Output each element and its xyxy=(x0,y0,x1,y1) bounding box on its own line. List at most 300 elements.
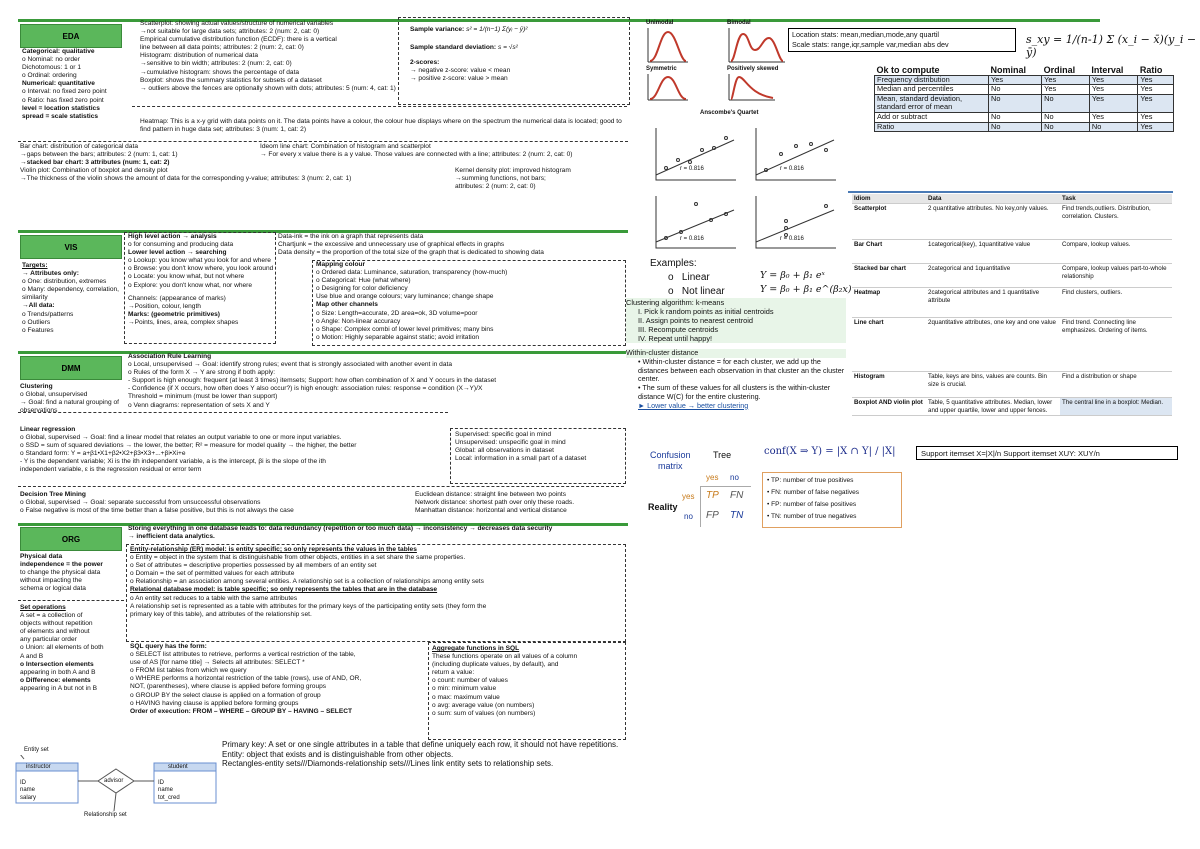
text-line: • TP: number of true positives xyxy=(767,477,854,484)
confusion-legend xyxy=(762,472,902,528)
text-line: o Union: all elements of both xyxy=(20,644,104,652)
unimodal-label: Unimodal xyxy=(646,20,674,26)
text-line: appearing in both A and B xyxy=(20,668,96,676)
cell: Yes xyxy=(1138,122,1174,132)
text-line: • The sum of these values for all clusters is the within-cluster distance W(C) for the entire clustering. xyxy=(638,383,831,401)
tree-label: Tree xyxy=(713,450,732,460)
cell: Heatmap xyxy=(852,288,926,318)
cell: Histogram xyxy=(852,372,926,398)
cell: Find a distribution or shape xyxy=(1060,372,1172,398)
col-yes: yes xyxy=(706,473,719,482)
cell: Line chart xyxy=(852,318,926,372)
zscore-label: 2-scores: xyxy=(410,59,440,67)
cell: Yes xyxy=(1042,75,1090,85)
relationship-advisor: advisor xyxy=(104,778,124,784)
attr: ID xyxy=(158,780,164,786)
text-line: - Y is the dependent variable; Xi is the ith independent variable, a is the intercept, βi is the slope of the ith xyxy=(20,458,326,466)
text-line: spread = scale statistics xyxy=(22,112,99,120)
text-line: o Locate: you know what, but not where xyxy=(128,273,245,281)
entity-instructor: instructor xyxy=(26,764,51,770)
cell: Ratio xyxy=(875,122,989,132)
text-line: Physical data xyxy=(20,553,63,560)
dmm-clustering xyxy=(20,383,120,415)
table-header: Ordinal xyxy=(1043,65,1076,75)
text-line: o Shape: Complex combi of lower level primitives; many bins xyxy=(316,325,494,333)
table-row xyxy=(852,288,1172,318)
text-line: o Domain = the set of permitted values for each attribute xyxy=(130,570,295,578)
text-line: o Ordinal: ordering xyxy=(22,72,77,80)
text-line: A relationship set is represented as a table with attributes for the primary keys of the participating entity sets (they form the xyxy=(130,602,487,610)
cell: No xyxy=(989,94,1042,112)
text-line: → inefficient data analytics. xyxy=(128,533,215,541)
text-line: Histogram: distribution of numerical data xyxy=(140,52,259,60)
table-row xyxy=(852,204,1172,240)
org-aggregate xyxy=(432,645,622,718)
text-line: → Attributes only: xyxy=(22,270,79,278)
divider xyxy=(18,141,628,142)
text-line: Euclidean distance: straight line between two points xyxy=(415,491,567,498)
dmm-association xyxy=(128,353,623,410)
r-value: r = 0.816 xyxy=(680,236,704,242)
text-line: o count: number of values xyxy=(432,677,508,685)
cell: Yes xyxy=(1138,85,1174,95)
text-line: attributes: 2 (num: 2, cat: 0) xyxy=(455,183,536,191)
dmm-distances xyxy=(415,491,625,515)
text-line: Location stats: mean,median,mode,any quartil xyxy=(792,30,940,39)
text-line: Targets: xyxy=(22,262,48,269)
cell: Boxplot AND violin plot xyxy=(852,398,926,416)
divider xyxy=(18,412,448,413)
text-line: Decision Tree Mining xyxy=(20,491,86,498)
text-line: o Trends/patterns xyxy=(22,310,74,318)
text-line: • Within-cluster distance = for each cluster, we add up the distances between each observation in that cluster an the cluster center. xyxy=(638,356,845,384)
sample-variance-label: Sample variance: s² = 1/(n−1) Σ(yᵢ − ȳ)² xyxy=(410,26,528,33)
dmm-title: DMM xyxy=(20,356,122,380)
text-line: → outliers above the fences are optionally shown with dots; attributes: 5 (num: 4, cat: 1) xyxy=(140,84,396,92)
row-no: no xyxy=(684,512,693,521)
relationship-set-label: Relationship set xyxy=(84,812,127,818)
instructor-attrs xyxy=(20,780,36,802)
text-line: use of AS [for name title] → Selects all attributes: SELECT * xyxy=(130,659,305,667)
text-line: Network distance: shortest path over only these roads. xyxy=(415,499,575,507)
location-scale-box xyxy=(788,28,1016,52)
text-line: Supervised: specific goal in mind xyxy=(455,431,552,438)
cell: No xyxy=(1042,122,1090,132)
cell: No xyxy=(989,122,1042,132)
within-cluster-block xyxy=(626,349,846,411)
cell: Table, 5 quantitative attributes. Median, lower and upper quartile, lower and upper fences. xyxy=(926,398,1060,416)
cell: 2categorical attributes and 1 quantitative attribute xyxy=(926,288,1060,318)
text-line: o Global, supervised → Goal: separate successful from unsuccessful observations xyxy=(20,499,261,507)
text-line: o sum: sum of values (on numbers) xyxy=(432,709,536,717)
text-line: o Ratio: has fixed zero point xyxy=(22,96,104,104)
r-value: r = 0.816 xyxy=(780,166,804,172)
cell: Find trends,outliers. Distribution, correlation. Clusters. xyxy=(1060,204,1172,240)
text-line: Scale stats: range,iqr,sample var,median abs dev xyxy=(792,40,949,49)
text-line: o Size: Length=accurate, 2D area=ok, 3D volume=poor xyxy=(316,309,478,317)
text-line: Lower level action → searching xyxy=(128,249,227,257)
text-line: o Global, unsupervised xyxy=(20,391,88,399)
text-line: • TN: number of true negatives xyxy=(767,513,857,520)
text-line: Empirical cumulative distribution function (ECDF): there is a vertical xyxy=(140,36,337,44)
divider xyxy=(18,600,124,601)
table-row xyxy=(852,318,1172,372)
text-line: o WHERE performs a horizontal restriction of the table (rows), use of AND, OR, xyxy=(130,675,362,683)
text-line: Entity: object that exists and is distinguishable from other objects. xyxy=(222,749,454,759)
text-line: Marks: (geometric primitives) xyxy=(128,310,220,318)
text-line: level = location statistics xyxy=(22,104,100,112)
text-line: Order of execution: FROM – WHERE – GROUP BY – HAVING – SELECT xyxy=(130,707,353,715)
text-line: Storing everything in one database leads to: data redundancy (repetition or too much data) → inconsistency → decreases data security xyxy=(128,525,553,532)
cell: No xyxy=(989,85,1042,95)
text-line: primary key of this table), and attributes of the relationship set. xyxy=(130,610,312,618)
text-line: Kernel density plot: improved histogram xyxy=(455,167,571,174)
text-line: →not suitable for large data sets; attributes: 2 (num: 2, cat: 0) xyxy=(140,28,320,36)
table-header: Nominal xyxy=(990,65,1027,75)
variance-formulas xyxy=(410,26,625,83)
text-line: IV. Repeat until happy! xyxy=(638,334,713,343)
cell: Find trend. Connecting line emphasizes. Ordering of items. xyxy=(1060,318,1172,372)
cell: 2 quantitative attributes. No key,only values. xyxy=(926,204,1060,240)
text-line: any particular order xyxy=(20,636,77,644)
text-line: Data-ink = the ink on a graph that represents data xyxy=(278,233,424,240)
col-no: no xyxy=(730,473,739,482)
text-line: o Venn diagrams: representation of sets X and Y xyxy=(128,401,270,409)
text-line: o Interval: no fixed zero point xyxy=(22,88,107,96)
text-line: Association Rule Learning xyxy=(128,353,212,360)
fp-cell: FP xyxy=(706,510,719,521)
text-line: o max: maximum value xyxy=(432,693,500,701)
table-row xyxy=(852,240,1172,264)
text-line: matrix xyxy=(658,461,683,471)
text-line: SQL query has the form: xyxy=(130,643,207,650)
cell: No xyxy=(1089,122,1137,132)
dmm-supervised xyxy=(455,431,623,463)
text-line: NOT, (parentheses), where clause is applied before forming groups xyxy=(130,683,327,691)
cell: Stacked bar chart xyxy=(852,264,926,288)
text-line: III. Recompute centroids xyxy=(638,325,719,334)
cell: No xyxy=(1042,112,1090,122)
text-line: o Relationship = an association among several entities. A relationship set is a collection of relationships among entity sets xyxy=(130,578,484,586)
cell: Compare, lookup values part-to-whole relationship xyxy=(1060,264,1172,288)
text-line: o Categorical: Hue (what where) xyxy=(316,277,411,285)
text-line: o Standard form: Y = a+β1•X1+β2•X2+β3•X3+...+βi•Xi+e xyxy=(20,450,186,458)
tp-cell: TP xyxy=(706,490,719,501)
text-line: o GROUP BY the select clause is applied on a formation of group xyxy=(130,691,321,699)
text-line: Map other channels xyxy=(316,301,378,309)
text-line: o Lookup: you know what you look for and where xyxy=(128,257,271,265)
text-line: - Support is high enough: frequent (at least 3 times) itemsets; Support: how often combination of X and Y occurs in the dataset xyxy=(128,377,497,385)
eda-plots-text xyxy=(140,20,405,93)
table-header: Task xyxy=(1060,194,1172,204)
text-line: o Motion: Highly separable against static; avoid irritation xyxy=(316,333,480,341)
row-yes: yes xyxy=(682,492,695,501)
table-row xyxy=(875,122,1174,132)
table-header: Ok to compute xyxy=(876,65,940,75)
vis-ink xyxy=(278,233,623,257)
text-line: to change the physical data xyxy=(20,569,101,577)
text-line: Clustering xyxy=(20,383,53,390)
cell: Yes xyxy=(1138,94,1174,112)
text-line: Violin plot: Combination of boxplot and density plot xyxy=(20,167,168,175)
text-line: →cumulative histogram: shows the percentage of data xyxy=(140,68,300,76)
text-line: →summing functions, not bars; xyxy=(455,175,546,183)
text-line: objects without repetition xyxy=(20,620,93,628)
table-header: Idiom xyxy=(852,194,926,204)
org-sql xyxy=(130,643,425,716)
vis-targets xyxy=(22,262,120,335)
sample-sd-label: Sample standard deviation: s = √s² xyxy=(410,44,518,52)
anscombe-title: Anscombe's Quartet xyxy=(700,110,759,116)
nonlinear-formula: Y = β₀ + β₁ e^(β₂x) xyxy=(760,284,852,295)
attr: name xyxy=(158,787,174,794)
examples-title: Examples: xyxy=(650,258,697,269)
idiom-table xyxy=(852,194,1172,416)
idiom-rule xyxy=(848,191,1173,193)
text-line: These functions operate on all values of a column xyxy=(432,653,578,661)
cell: The central line in a boxplot: Median. xyxy=(1060,398,1172,416)
text-line: of elements and without xyxy=(20,628,90,636)
reality-label: Reality xyxy=(648,502,678,512)
text-line: ► Lower value → better clustering xyxy=(638,400,749,410)
text-line: Threshold = minimum (must be lower than support) xyxy=(128,393,278,401)
cell: Yes xyxy=(1089,75,1137,85)
text-line: → positive z-score: value > mean xyxy=(410,75,508,83)
student-attrs xyxy=(158,780,180,802)
text-line: Chartjunk = the excessive and unnecessary use of graphical effects in graphs xyxy=(278,241,505,249)
bottom-notes xyxy=(222,740,782,769)
cell: 2categorical and 1quantitative xyxy=(926,264,1060,288)
text-line: • FP: number of false positives xyxy=(767,501,857,508)
cell: 1categorical(key), 1quantitative value xyxy=(926,240,1060,264)
table-row xyxy=(875,112,1174,122)
text-line: → For every x value there is a y value. Those values are connected with a line; attributes: 2 (num: 2, cat: 0) xyxy=(260,151,573,159)
text-line: Relational database model: is table specific; so only represents the tables that are in the database xyxy=(130,586,438,594)
text-line: (including duplicate values, by default), and xyxy=(432,661,559,669)
text-line: o HAVING having clause is applied before forming groups xyxy=(130,699,299,707)
heatmap-text: Heatmap: This is a x-y grid with data points on it. The data points have a colour, the colour hue displays where on the spectrum the numerical data is located; good to find pattern in huge data set; attributes: 3 (num: 1, cat: 2) xyxy=(140,118,622,134)
text-line: Confusion xyxy=(650,450,691,460)
cell: Add or subtract xyxy=(875,112,989,122)
kernel-text xyxy=(455,167,625,191)
text-line: → Goal: find a natural grouping of observations xyxy=(20,399,119,415)
text-line: o Set of attributes = descriptive properties possessed by all members of an entity set xyxy=(130,562,377,570)
text-line: Dichotomous: 1 or 1 xyxy=(22,64,82,72)
text-line: Local: information in a small part of a dataset xyxy=(455,455,587,463)
symmetric-label: Symmetric xyxy=(646,66,677,72)
text-line: o min: minimum value xyxy=(432,685,497,693)
text-line: Global: all observations in dataset xyxy=(455,447,554,455)
cell: Table, keys are bins, values are counts. Bin size is crucial. xyxy=(926,372,1060,398)
text-line: →Points, lines, area, complex shapes xyxy=(128,318,239,326)
vis-actions xyxy=(128,233,273,327)
cell: Yes xyxy=(1089,94,1137,112)
attr: ID xyxy=(20,780,26,786)
org-er xyxy=(130,546,622,619)
text-line: o Features xyxy=(22,326,54,334)
sxy-formula: s_xy = 1/(n-1) Σ (x_i − x̄)(y_i − ȳ) xyxy=(1026,33,1197,59)
text-line: → negative z-score: value < mean xyxy=(410,67,511,75)
text-line: Data density = the proportion of the total size of the graph that is dedicated to showing data xyxy=(278,249,544,257)
skewed-label: Positively skewed xyxy=(727,66,779,72)
text-line: o False negative is most of the time better than a false positive, but this is not always the case xyxy=(20,507,294,515)
text-line: Boxplot: shows the summary statistics for subsets of a dataset xyxy=(140,76,322,84)
cell: Bar Chart xyxy=(852,240,926,264)
cell: Mean, standard deviation, standard error of mean xyxy=(875,94,989,112)
text-line: o Intersection elements xyxy=(20,660,94,668)
text-line: o Nominal: no order xyxy=(22,56,80,64)
support-itemset-box: Support itemset X=|X|/n Support itemset XUY: XUY/n xyxy=(916,446,1178,460)
table-row xyxy=(852,398,1172,416)
text-line: appearing in A but not in B xyxy=(20,684,97,692)
text-line: o Entity = object in the system that is distinguishable from other objects, entities in a set share the same properties. xyxy=(130,554,466,562)
text-line: o One: distribution, extremes xyxy=(22,278,107,286)
r-value: r = 0.816 xyxy=(780,236,804,242)
ok-to-compute-table xyxy=(874,66,1174,132)
text-line: o SSD = sum of squared deviations → the lower, the better; R² = measure for model quality → the higher, the better xyxy=(20,442,357,450)
text-line: schema or logical data xyxy=(20,585,86,593)
text-line: - Confidence (if X occurs, how often does Y also occur?) is high enough: association rules: response = condition (X→Y)/X xyxy=(128,385,483,393)
text-line: Linear regression xyxy=(20,426,76,433)
text-line: High level action → analysis xyxy=(128,233,217,240)
kmeans-block xyxy=(626,298,846,343)
cell: 2quantitative attributes, one key and one value xyxy=(926,318,1060,372)
org-title: ORG xyxy=(20,527,122,551)
table-header: Interval xyxy=(1091,65,1124,75)
text-line: line between all data points; attributes: 2 (num: 2, cat: 0) xyxy=(140,44,304,52)
cell: Compare, lookup values. xyxy=(1060,240,1172,264)
text-line: II. Assign points to nearest centroid xyxy=(638,316,754,325)
cell: Find clusters, outliers. xyxy=(1060,288,1172,318)
text-line: Unsupervised: unspecific goal in mind xyxy=(455,439,566,447)
cell: Yes xyxy=(1138,112,1174,122)
table-header: Data xyxy=(926,194,1060,204)
org-storing xyxy=(128,525,623,541)
text-line: o Browse: you don't know where, you look around xyxy=(128,265,273,273)
text-line: I. Pick k random points as initial centroids xyxy=(638,307,774,316)
text-line: independence = the power xyxy=(20,561,103,569)
text-line: Set operations xyxy=(20,604,66,611)
r-value: r = 0.816 xyxy=(680,166,704,172)
text-line: Aggregate functions in SQL xyxy=(432,645,520,652)
dmm-tree xyxy=(20,491,420,515)
linear-formula: Y = β₀ + β₁ eˣ xyxy=(760,270,825,281)
symmetric-curve xyxy=(646,74,690,102)
text-line: Rectangles-entity sets///Diamonds-relationship sets///Lines link entity sets to relationship sets. xyxy=(222,759,554,769)
confidence-formula: conf(X ⇒ Y) = |X ∩ Y| / |X| xyxy=(764,446,896,457)
text-line: A set = a collection of xyxy=(20,612,83,620)
wcd-title: Within-cluster distance xyxy=(626,349,846,358)
text-line: o Local, unsupervised → Goal: identify strong rules; event that is strongly associated with another event in data xyxy=(128,361,453,369)
cell: Yes xyxy=(1089,85,1137,95)
bimodal-curve xyxy=(727,28,787,64)
text-line: →All data: xyxy=(22,302,55,310)
vis-title: VIS xyxy=(20,235,122,259)
org-setops xyxy=(20,604,125,693)
ideom-text xyxy=(260,143,630,159)
text-line: o Angle: Non-linear accuracy xyxy=(316,317,401,325)
confusion-title xyxy=(650,450,691,472)
table-row xyxy=(852,372,1172,398)
text-line: Bar chart: distribution of categorical data xyxy=(20,143,139,150)
org-physical xyxy=(20,553,125,593)
text-line: Ideom line chart: Combination of histogram and scatterplot xyxy=(260,143,431,150)
text-line: o Ordered data: Luminance, saturation, transparency (how-much) xyxy=(316,269,508,277)
cell: No xyxy=(989,112,1042,122)
table-row xyxy=(875,85,1174,95)
text-line: o Global, supervised → Goal: find a linear model that relates an output variable to one or more input variables. xyxy=(20,434,342,442)
text-line: o An entity set reduces to a table with the same attributes xyxy=(130,594,298,602)
cell: Yes xyxy=(1138,75,1174,85)
cell: Scatterplot xyxy=(852,204,926,240)
cell: Frequency distribution xyxy=(875,75,989,85)
text-line: →sensitive to bin width; attributes: 2 (num: 2, cat: 0) xyxy=(140,60,292,68)
entity-student: student xyxy=(168,764,188,770)
text-line: Scatterplot: showing actual values/structure of numerical variables xyxy=(140,20,334,27)
text-line: →gaps between the bars; attributes: 2 (num: 1, cat: 1) xyxy=(20,151,178,159)
table-row xyxy=(852,264,1172,288)
example-notlinear: o Not linear xyxy=(668,286,725,297)
text-line: o Rules of the form X → Y are strong if both apply: xyxy=(128,369,276,377)
text-line: →Position, colour, length xyxy=(128,302,201,310)
text-line: Manhattan distance: horizontal and vertical distance xyxy=(415,507,567,515)
text-line: Primary key: A set or one single attributes in a table that define uniquely each row, it should not have repetitions. xyxy=(222,740,619,749)
text-line: o Outliers xyxy=(22,318,51,326)
eda-title: EDA xyxy=(20,24,122,48)
kmeans-title: Clustering algorithm: k-means xyxy=(626,298,725,307)
table-row xyxy=(875,94,1174,112)
divider xyxy=(132,106,627,107)
dmm-linreg xyxy=(20,426,450,475)
cell: Median and percentiles xyxy=(875,85,989,95)
fn-cell: FN xyxy=(730,490,744,501)
example-linear: o Linear xyxy=(668,272,710,283)
text-line: Mapping colour xyxy=(316,261,366,268)
text-line: Categorical: qualitative xyxy=(22,48,95,55)
text-line: Use blue and orange colours; vary luminance; change shape xyxy=(316,293,494,301)
text-line: o Explore: you don't know what, nor where xyxy=(128,281,253,289)
text-line: o Designing for color deficiency xyxy=(316,285,408,293)
text-line: A and B xyxy=(20,652,44,660)
text-line: independent variable, ε is the regression residual or error term xyxy=(20,466,202,474)
attr: salary xyxy=(20,794,37,801)
tn-cell: TN xyxy=(730,510,744,521)
attr: name xyxy=(20,787,36,794)
text-line: o avg: average value (on numbers) xyxy=(432,701,535,709)
text-line: Numerical: quantitative xyxy=(22,80,95,88)
text-line: o SELECT list attributes to retrieve, performs a vertical restriction of the table, xyxy=(130,651,356,659)
text-line: Entity-relationship (ER) model: is entity specific; so only represents the values in the tables xyxy=(130,546,417,553)
text-line: without impacting the xyxy=(20,577,82,585)
bimodal-label: Bimodal xyxy=(727,20,751,26)
text-line: o Many: dependency, correlation, similarity xyxy=(22,286,120,302)
unimodal-curve xyxy=(646,28,690,64)
text-line: return a value: xyxy=(432,669,475,677)
cell: No xyxy=(1042,94,1090,112)
table-header: Ratio xyxy=(1139,65,1163,75)
cell: Yes xyxy=(1042,85,1090,95)
text-line: Channels: (appearance of marks) xyxy=(128,294,226,302)
text-line: o Difference: elements xyxy=(20,676,91,684)
cell: Yes xyxy=(1089,112,1137,122)
text-line: o FROM list tables from which we query xyxy=(130,667,247,675)
entity-set-label: Entity set xyxy=(24,747,49,753)
skewed-curve xyxy=(727,74,777,102)
cell: Yes xyxy=(989,75,1042,85)
attr: tot_cred xyxy=(158,794,180,801)
text-line: →stacked bar chart: 3 attributes (num: 1, cat: 2) xyxy=(20,159,170,167)
eda-data-types xyxy=(22,48,127,121)
